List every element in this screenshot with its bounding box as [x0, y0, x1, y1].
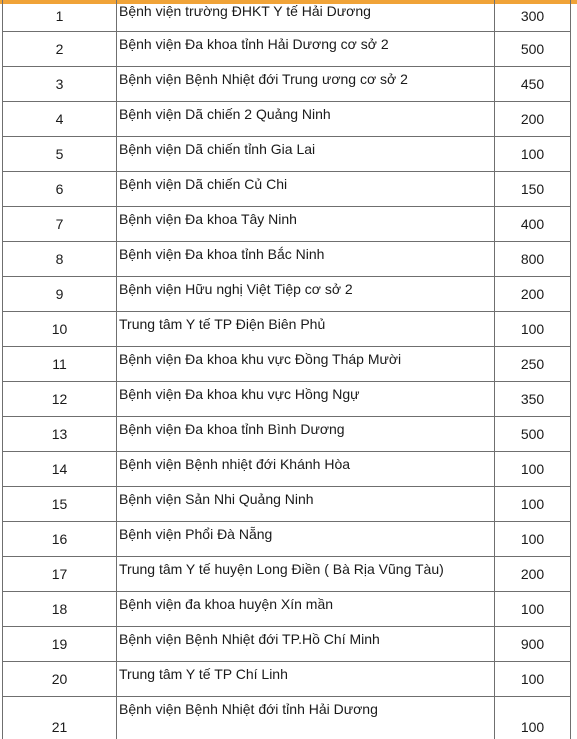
quantity-cell: 100 [495, 697, 571, 739]
table-row [3, 382, 571, 417]
quantity-cell: 400 [495, 207, 571, 242]
table-row [3, 592, 571, 627]
hospital-allocation-table [2, 0, 571, 739]
facility-name-cell: Bệnh viện Dã chiến tỉnh Gia Lai [117, 137, 495, 172]
table-row [3, 347, 571, 382]
row-number-cell: 6 [3, 172, 117, 207]
row-number-cell: 4 [3, 102, 117, 137]
quantity-cell: 300 [495, 0, 571, 32]
row-number-cell: 20 [3, 662, 117, 697]
facility-name-cell: Bệnh viện Bệnh Nhiệt đới Trung ương cơ sở 2 [117, 67, 495, 102]
table-row [3, 312, 571, 347]
quantity-cell: 500 [495, 32, 571, 67]
table-row [3, 137, 571, 172]
facility-name-cell: Bệnh viện Bệnh nhiệt đới Khánh Hòa [117, 452, 495, 487]
facility-name-cell: Bệnh viện đa khoa huyện Xín mần [117, 592, 495, 627]
row-number-cell: 10 [3, 312, 117, 347]
table-row [3, 487, 571, 522]
facility-name-cell: Bệnh viện Phổi Đà Nẵng [117, 522, 495, 557]
facility-name-cell: Trung tâm Y tế TP Điện Biên Phủ [117, 312, 495, 347]
row-number-cell: 8 [3, 242, 117, 277]
table-row [3, 697, 571, 739]
table-row [3, 662, 571, 697]
facility-name-cell: Trung tâm Y tế TP Chí Linh [117, 662, 495, 697]
row-number-cell: 5 [3, 137, 117, 172]
row-number-cell: 12 [3, 382, 117, 417]
quantity-cell: 200 [495, 557, 571, 592]
row-number-cell: 11 [3, 347, 117, 382]
table-row [3, 102, 571, 137]
table-row [3, 452, 571, 487]
quantity-cell: 100 [495, 592, 571, 627]
quantity-cell: 100 [495, 487, 571, 522]
row-number-cell: 9 [3, 277, 117, 312]
facility-name-cell: Bệnh viện Bệnh Nhiệt đới TP.Hồ Chí Minh [117, 627, 495, 662]
table-row [3, 522, 571, 557]
row-number-cell: 13 [3, 417, 117, 452]
table-row [3, 417, 571, 452]
facility-name-cell: Bệnh viện Dã chiến 2 Quảng Ninh [117, 102, 495, 137]
facility-name-cell: Bệnh viện Đa khoa khu vực Hồng Ngự [117, 382, 495, 417]
row-number-cell: 14 [3, 452, 117, 487]
quantity-cell: 100 [495, 522, 571, 557]
table-row [3, 277, 571, 312]
row-number-cell: 19 [3, 627, 117, 662]
row-number-cell: 2 [3, 32, 117, 67]
row-number-cell: 21 [3, 697, 117, 739]
row-number-cell: 17 [3, 557, 117, 592]
row-number-cell: 15 [3, 487, 117, 522]
row-number-cell: 18 [3, 592, 117, 627]
facility-name-cell: Bệnh viện Đa khoa tỉnh Bình Dương [117, 417, 495, 452]
quantity-cell: 100 [495, 137, 571, 172]
quantity-cell: 800 [495, 242, 571, 277]
facility-name-cell: Bệnh viện Sản Nhi Quảng Ninh [117, 487, 495, 522]
table-row [3, 172, 571, 207]
row-number-cell: 16 [3, 522, 117, 557]
facility-name-cell: Trung tâm Y tế huyện Long Điền ( Bà Rịa Vũng Tàu) [117, 557, 495, 592]
quantity-cell: 150 [495, 172, 571, 207]
table-row [3, 32, 571, 67]
quantity-cell: 100 [495, 312, 571, 347]
quantity-cell: 100 [495, 452, 571, 487]
table-row [3, 627, 571, 662]
table-row [3, 557, 571, 592]
row-number-cell: 3 [3, 67, 117, 102]
quantity-cell: 350 [495, 382, 571, 417]
facility-name-cell: Bệnh viện Đa khoa khu vực Đồng Tháp Mười [117, 347, 495, 382]
table-row [3, 242, 571, 277]
quantity-cell: 200 [495, 102, 571, 137]
table-row [3, 207, 571, 242]
facility-name-cell: Bệnh viện Đa khoa Tây Ninh [117, 207, 495, 242]
quantity-cell: 900 [495, 627, 571, 662]
facility-name-cell: Bệnh viện Đa khoa tỉnh Bắc Ninh [117, 242, 495, 277]
quantity-cell: 500 [495, 417, 571, 452]
row-number-cell: 7 [3, 207, 117, 242]
quantity-cell: 200 [495, 277, 571, 312]
quantity-cell: 450 [495, 67, 571, 102]
facility-name-cell: Bệnh viện Đa khoa tỉnh Hải Dương cơ sở 2 [117, 32, 495, 67]
table-body [3, 0, 571, 739]
table-row [3, 0, 571, 32]
facility-name-cell: Bệnh viện Hữu nghị Việt Tiệp cơ sở 2 [117, 277, 495, 312]
row-number-cell: 1 [3, 0, 117, 32]
table-row [3, 67, 571, 102]
facility-name-cell: Bệnh viện Bệnh Nhiệt đới tỉnh Hải Dương [117, 697, 495, 739]
facility-name-cell: Bệnh viện trường ĐHKT Y tế Hải Dương [117, 0, 495, 32]
facility-name-cell: Bệnh viện Dã chiến Củ Chi [117, 172, 495, 207]
quantity-cell: 100 [495, 662, 571, 697]
quantity-cell: 250 [495, 347, 571, 382]
